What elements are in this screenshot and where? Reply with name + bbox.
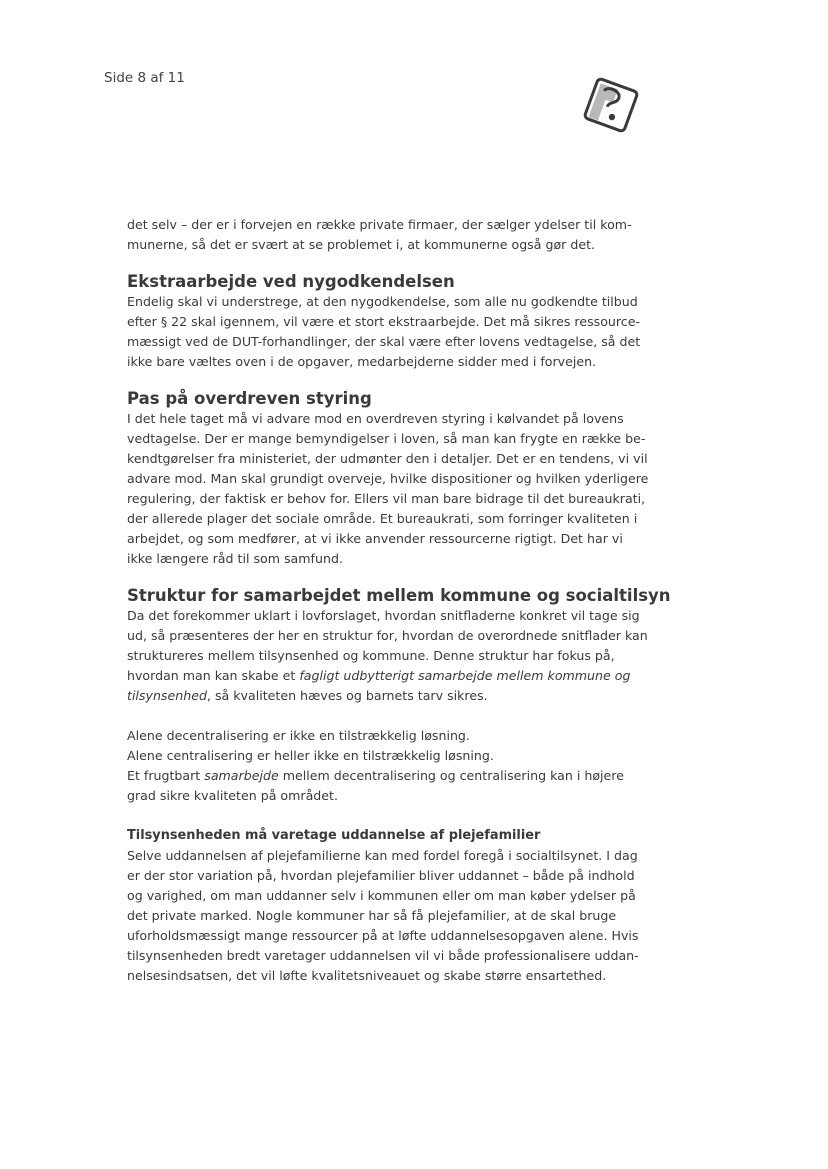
text-run: mellem decentralisering og centralisering kan i højere	[278, 768, 624, 783]
paragraph-line: vedtagelse. Der er mange bemyndigelser i loven, så man kan frygte en række be-	[127, 431, 646, 446]
paragraph-line: ikke længere råd til som samfund.	[127, 551, 343, 566]
text-run: , så kvaliteten hæves og barnets tarv sikres.	[206, 688, 488, 703]
paragraph-line: advare mod. Man skal grundigt overveje, hvilke dispositioner og hvilken yderligere	[127, 471, 649, 486]
paragraph-line: Selve uddannelsen af plejefamilierne kan med fordel foregå i socialtilsynet. I dag	[127, 848, 638, 863]
paragraph-line: Da det forekommer uklart i lovforslaget, hvordan snitfladerne konkret vil tage sig	[127, 608, 640, 623]
paragraph-line: Alene decentralisering er ikke en tilstrækkelig løsning.	[127, 728, 470, 743]
paragraph-line: efter § 22 skal igennem, vil være et stort ekstraarbejde. Det må sikres ressource-	[127, 314, 641, 329]
paragraph-line: tilsynsenheden bredt varetager uddannelsen vil vi både professionalisere uddan-	[127, 948, 639, 963]
paragraph-line: og varighed, om man uddanner selv i kommunen eller om man køber ydelser på	[127, 888, 636, 903]
document-body	[127, 215, 697, 986]
paragraph-line: ikke bare væltes oven i de opgaver, medarbejderne sidder med i forvejen.	[127, 354, 597, 369]
paragraph-line: struktureres mellem tilsynsenhed og kommune. Denne struktur har fokus på,	[127, 648, 615, 663]
paragraph-line: er der stor variation på, hvordan plejefamilier bliver uddannet – både på indhold	[127, 868, 635, 883]
paragraph-line: grad sikre kvaliteten på området.	[127, 788, 338, 803]
subsection-heading: Tilsynsenheden må varetage uddannelse af plejefamilier	[127, 828, 541, 843]
paragraph-line: Endelig skal vi understrege, at den nygodkendelse, som alle nu godkendte tilbud	[127, 294, 638, 309]
organization-logo	[578, 72, 644, 138]
paragraph-line: I det hele taget må vi advare mod en overdreven styring i kølvandet på lovens	[127, 411, 624, 426]
paragraph-line: nelsesindsatsen, det vil løfte kvalitetsniveauet og skabe større ensartethed.	[127, 968, 607, 983]
emphasized-text: samarbejde	[204, 768, 279, 783]
paragraph-line	[127, 666, 697, 686]
paragraph-line	[127, 686, 697, 706]
section-heading: Struktur for samarbejdet mellem kommune og socialtilsyn	[127, 586, 671, 605]
paragraph-line: uforholdsmæssigt mange ressourcer på at løfte uddannelsesopgaven alene. Hvis	[127, 928, 639, 943]
paragraph-line: regulering, der faktisk er behov for. Ellers vil man bare bidrage til det bureaukrati,	[127, 491, 646, 506]
paragraph-line: ud, så præsenteres der her en struktur for, hvordan de overordnede snitflader kan	[127, 628, 648, 643]
intro-line: munerne, så det er svært at se problemet i, at kommunerne også gør det.	[127, 237, 596, 252]
emphasized-text: tilsynsenhed	[127, 688, 207, 703]
text-run: hvordan man kan skabe et	[127, 668, 300, 683]
page-number: Side 8 af 11	[104, 70, 185, 86]
section-heading: Ekstraarbejde ved nygodkendelsen	[127, 272, 455, 291]
paragraph-line: arbejdet, og som medfører, at vi ikke anvender ressourcerne rigtigt. Det har vi	[127, 531, 623, 546]
text-run: Et frugtbart	[127, 768, 205, 783]
paragraph-line: der allerede plager det sociale område. Et bureaukrati, som forringer kvaliteten i	[127, 511, 638, 526]
intro-line: det selv – der er i forvejen en række private firmaer, der sælger ydelser til kom-	[127, 217, 632, 232]
paragraph-line: kendtgørelser fra ministeriet, der udmønter den i detaljer. Det er en tendens, vi vil	[127, 451, 648, 466]
section-heading: Pas på overdreven styring	[127, 389, 372, 408]
paragraph-line: det private marked. Nogle kommuner har så få plejefamilier, at de skal bruge	[127, 908, 617, 923]
paragraph-line	[127, 766, 697, 786]
emphasized-text: fagligt udbytterigt samarbejde mellem kommune og	[299, 668, 631, 683]
paragraph-line: mæssigt ved de DUT-forhandlinger, der skal være efter lovens vedtagelse, så det	[127, 334, 641, 349]
paragraph-line: Alene centralisering er heller ikke en tilstrækkelig løsning.	[127, 748, 494, 763]
